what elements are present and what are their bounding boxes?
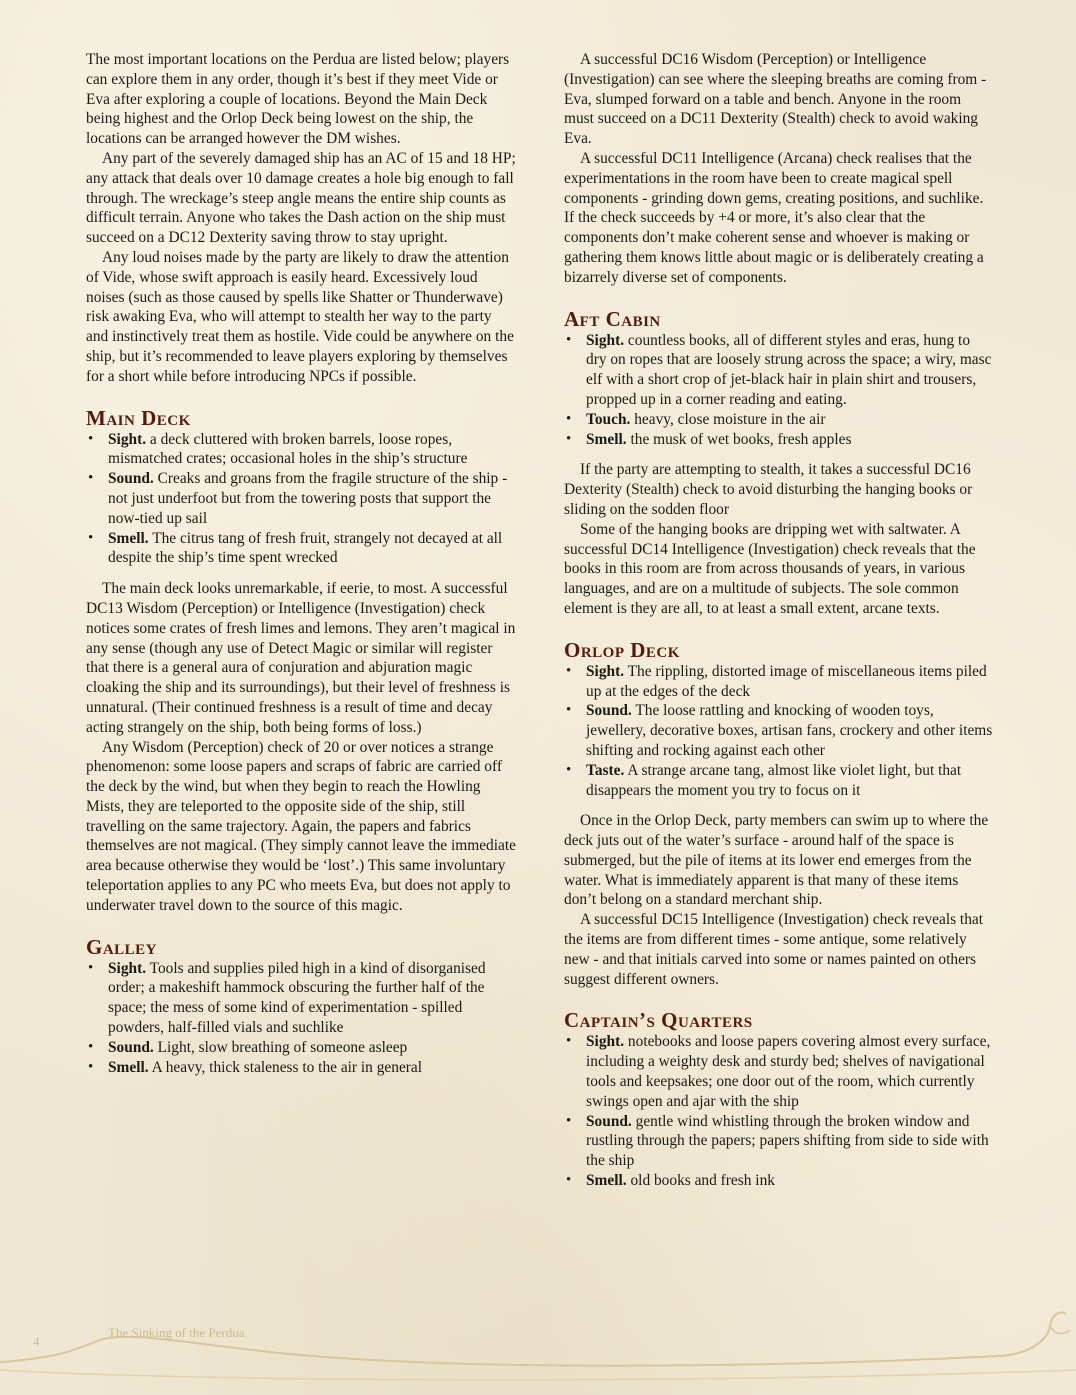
sense-label: Smell.: [108, 1058, 149, 1076]
aft-cabin-senses-list: [564, 331, 994, 450]
list-item: [86, 430, 516, 470]
orlop-deck-heading: Orlop Deck: [564, 637, 680, 662]
list-item: [86, 959, 516, 1038]
sense-text: Creaks and groans from the fragile structure of the ship - not just underfoot but from the towering posts that support the now-tied up sail: [108, 470, 508, 527]
list-item: [564, 430, 994, 450]
sense-label: Smell.: [586, 1172, 627, 1190]
sense-label: Smell.: [586, 430, 627, 448]
list-item: [86, 469, 516, 528]
sense-text: A heavy, thick staleness to the air in general: [148, 1058, 423, 1076]
main-deck-paragraph-2: Any Wisdom (Perception) check of 20 or over notices a strange phenomenon: some loose papers and scraps of fabric are carried off the deck by the wind, but when they begin to reach the Howling Mists, they are teleported to the opposite side of the ship, still travelling on the same trajectory. Again, the papers and fabrics themselves are not magical. (They simply cannot leave the immediate area because otherwise they would be ‘lost’.) This same involuntary teleportation applies to any PC who meets Eva, but does not apply to underwater travel down to the source of this magic.: [86, 738, 516, 914]
list-item: [86, 1038, 516, 1058]
sense-label: Sight.: [108, 959, 147, 977]
footer-ornament: [0, 1300, 1076, 1395]
sense-text: old books and fresh ink: [626, 1172, 775, 1190]
sense-label: Sound.: [108, 1038, 154, 1056]
captains-quarters-senses-list: [564, 1032, 994, 1190]
left-column: [86, 50, 516, 1077]
sense-label: Sight.: [586, 662, 625, 680]
aft-cabin-heading: Aft Cabin: [564, 306, 661, 331]
sense-label: Smell.: [108, 529, 149, 547]
list-item: [564, 701, 994, 760]
list-item: [86, 1058, 516, 1078]
captains-quarters-heading: Captain’s Quarters: [564, 1008, 753, 1033]
list-item: [564, 410, 994, 430]
list-item: [564, 1112, 994, 1171]
sense-label: Sound.: [586, 1112, 632, 1130]
sense-text: Tools and supplies piled high in a kind of disorganised order; a makeshift hammock obscuring the further half of the space; the mess of some kind of experimentation - spilled powders, half-filled vials and suchlike: [108, 959, 486, 1037]
galley-paragraph-2: A successful DC11 Intelligence (Arcana) check realises that the experimentations in the room have been to create magical spell components - grinding down gems, creating positions, and suchlike. If the check succeeds by +4 or more, it’s also clear that the components don’t make coherent sense and whoever is making or gathering them knows little about magic or is deliberately creating a bizarrely diverse set of components.: [564, 149, 984, 286]
intro-paragraph-3: Any loud noises made by the party are likely to draw the attention of Vide, whose swift approach is easily heard. Excessively loud noises (such as those caused by spells like Shatter or Thunderwave) risk awaking Eva, who will attempt to stealth her way to the party and instinctively treat them as hostile. Vide could be anywhere on the ship, but it’s recommended to leave players exploring by themselves for a short while before introducing NPCs if possible.: [86, 248, 514, 385]
sense-label: Sound.: [108, 470, 154, 488]
aft-cabin-paragraph-1: If the party are attempting to stealth, it takes a successful DC16 Dexterity (Stealth) check to avoid disturbing the hanging books or sliding on the sodden floor: [564, 461, 973, 518]
sense-text: the musk of wet books, fresh apples: [626, 430, 852, 448]
main-deck-paragraph-1: The main deck looks unremarkable, if eerie, to most. A successful DC13 Wisdom (Perception) or Intelligence (Investigation) check notices some crates of fresh limes and lemons. They aren’t magical in any sense (though any use of Detect Magic or similar will register that there is a general aura of conjuration and abjuration magic cloaking the ship and its surroundings), but their level of freshness is unnatural. (Their continued freshness is a result of time and decay acting strangely on the ship, both being forms of loss.): [86, 580, 516, 736]
main-deck-senses-list: [86, 430, 516, 569]
sense-text: The rippling, distorted image of miscellaneous items piled up at the edges of the deck: [586, 662, 987, 700]
sense-label: Sound.: [586, 702, 632, 720]
orlop-deck-paragraph-1: Once in the Orlop Deck, party members can swim up to where the deck juts out of the water’s surface - around half of the space is submerged, but the pile of items at its lower end emerges from the water. What is immediately apparent is that many of these items don’t belong on a standard merchant ship.: [564, 812, 989, 909]
list-item: [564, 662, 994, 702]
intro-paragraph-1: The most important locations on the Perdua are listed below; players can explore them in any order, though it’s best if they meet Vide or Eva after exploring a couple of locations. Beyond the Main Deck being highest and the Orlop Deck being lowest on the ship, the locations can be arranged however the DM wishes.: [86, 51, 510, 148]
intro-paragraph-2: Any part of the severely damaged ship has an AC of 15 and 18 HP; any attack that deals over 10 damage creates a hole big enough to fall through. The wreckage’s steep angle means the entire ship counts as difficult terrain. Anyone who takes the Dash action on the ship must succeed on a DC12 Dexterity saving throw to stay upright.: [86, 149, 516, 247]
list-item: [564, 1171, 994, 1191]
main-deck-heading: Main Deck: [86, 405, 191, 430]
sense-text: gentle wind whistling through the broken window and rustling through the papers; papers shifting from side to side with the ship: [586, 1112, 989, 1170]
sense-label: Sight.: [586, 331, 625, 349]
sense-text: countless books, all of different styles and eras, hung to dry on ropes that are loosely strung across the space; a wiry, masc elf with a short crop of jet-black hair in plain shirt and trousers, propped up in a corner reading and eating.: [586, 331, 992, 408]
galley-senses-list: [86, 959, 516, 1078]
sense-label: Taste.: [586, 761, 625, 779]
right-column: [564, 50, 994, 1191]
sense-text: notebooks and loose papers covering almost every surface, including a weighty desk and sturdy bed; shelves of navigational tools and keepsakes; one door out of the room, which currently swings open and ajar with the ship: [586, 1033, 991, 1110]
sense-text: A strange arcane tang, almost like violet light, but that disappears the moment you try to focus on it: [586, 761, 962, 799]
galley-paragraph-1: A successful DC16 Wisdom (Perception) or Intelligence (Investigation) can see where the sleeping breaths are coming from - Eva, slumped forward on a table and bench. Anyone in the room must succeed on a DC11 Dexterity (Stealth) check to avoid waking Eva.: [564, 51, 987, 148]
page-number: 4: [33, 1334, 40, 1349]
sense-text: Light, slow breathing of someone asleep: [153, 1038, 408, 1056]
sense-text: heavy, close moisture in the air: [630, 410, 826, 428]
sense-label: Sight.: [586, 1033, 625, 1051]
footer-title: The Sinking of the Perdua: [108, 1325, 245, 1340]
sense-text: a deck cluttered with broken barrels, loose ropes, mismatched crates; occasional holes in the ship’s structure: [108, 430, 468, 468]
aft-cabin-paragraph-2: Some of the hanging books are dripping wet with saltwater. A successful DC14 Intelligence (Investigation) check reveals that the books in this room are from across thousands of years, in various languages, and are on a multitude of subjects. The sole common element is they are all, to at least a small extent, arcane texts.: [564, 520, 976, 617]
list-item: [86, 529, 516, 569]
list-item: [564, 1032, 994, 1111]
orlop-deck-senses-list: [564, 662, 994, 801]
sense-text: The loose rattling and knocking of wooden toys, jewellery, decorative boxes, artisan fans, crockery and other items shifting and rocking against each other: [586, 702, 993, 759]
list-item: [564, 761, 994, 801]
sense-label: Sight.: [108, 430, 147, 448]
sense-label: Touch.: [586, 410, 631, 428]
sense-text: The citrus tang of fresh fruit, strangely not decayed at all despite the ship’s time spent wrecked: [108, 529, 503, 567]
galley-heading: Galley: [86, 934, 158, 959]
list-item: [564, 331, 994, 410]
orlop-deck-paragraph-2: A successful DC15 Intelligence (Investigation) check reveals that the items are from different times - some antique, some relatively new - and that initials carved into some or names painted on others suggest different owners.: [564, 911, 984, 988]
